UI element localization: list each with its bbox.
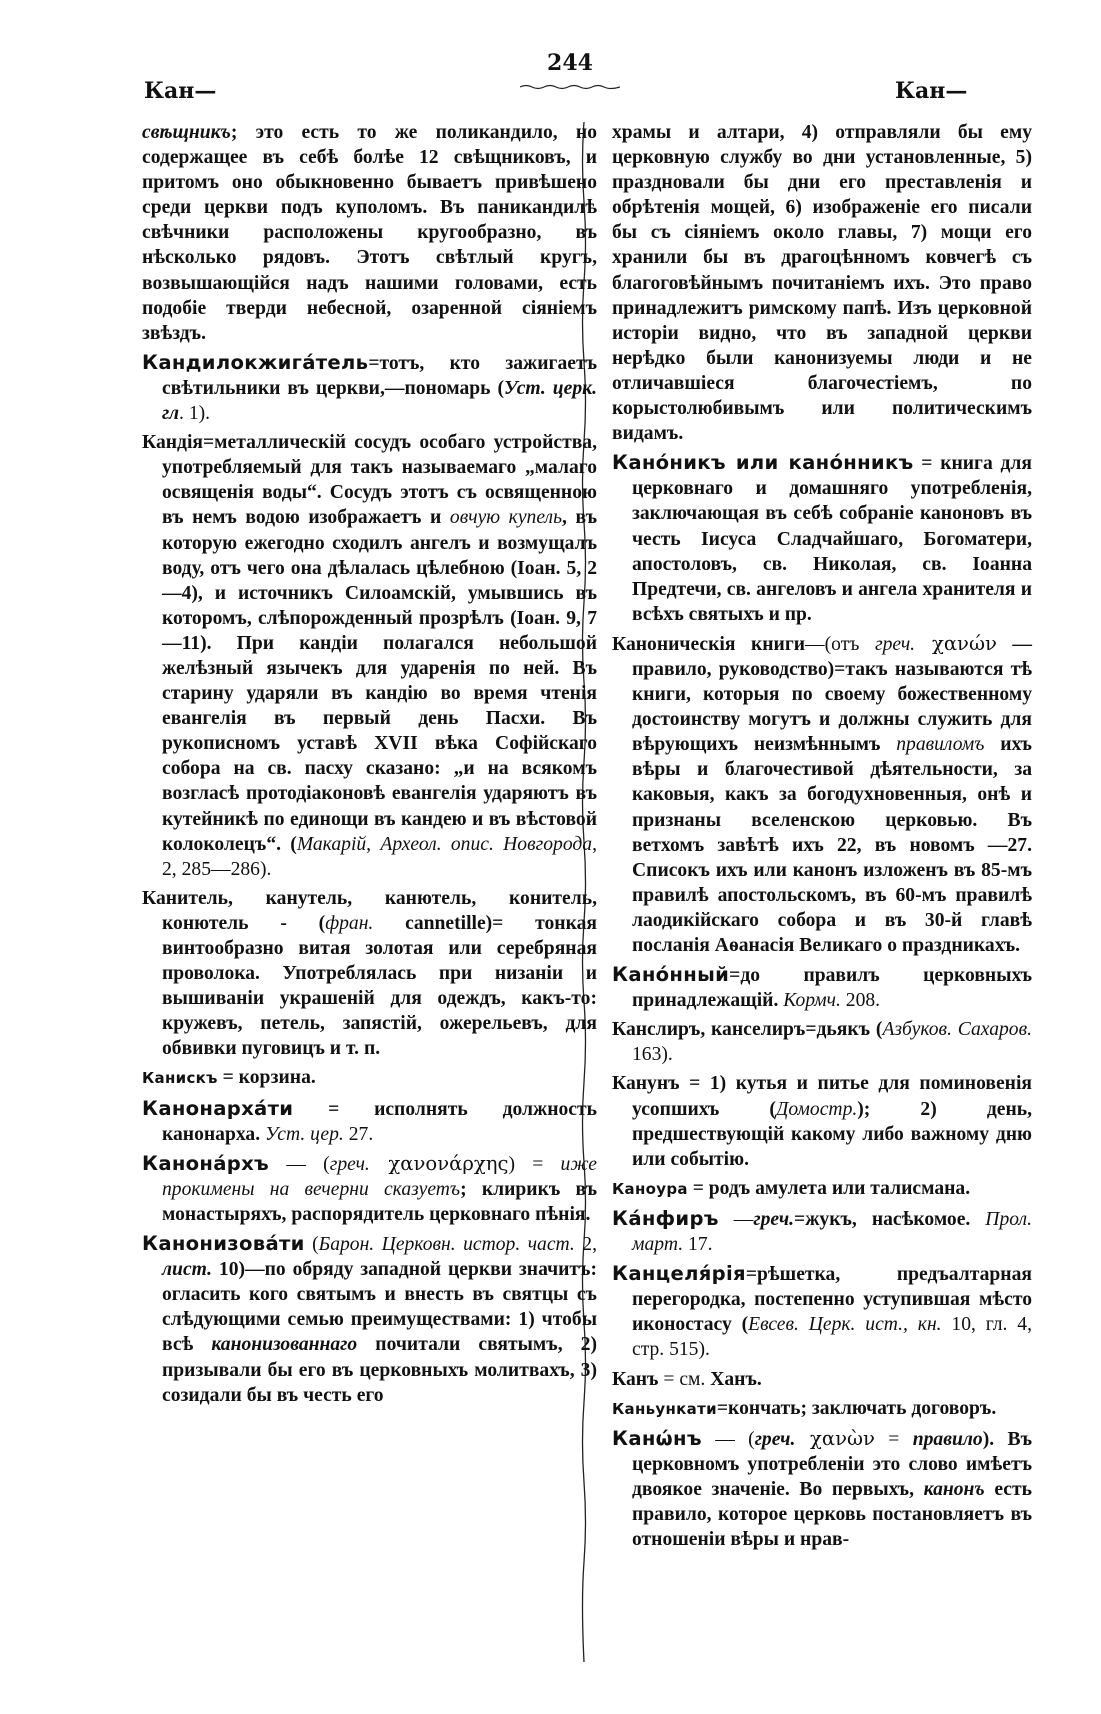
right-column [612,120,1032,1556]
entry-kanitel: Канитель, канутель, канютель, конитель, конютель - (фран. cannetille)= тонкая винтообразно витая золотая или серебряная проволока. Употреблялась при низанiи и вышиванiи украшенiй для одеждъ, какъ-то: кружевъ, петель, запястiй, ожерельевъ, для обвивки пуговицъ и т. п. [142,887,597,1060]
headword: Канона́рхъ [142,1151,270,1175]
entry-kanonizovati: Канонизова́ти (Барон. Церковн. истор. част. 2, лист. 10)—по обряду западной церкви значитъ: огласить кого святымъ и внесть въ святцы съ слѣдующими семью преимуществами: 1) чтобы всѣ канонизованнаго почитали святымъ, 2) призывали бы его въ церковныхъ молитвахъ, 3) созидали бы въ честь его [142,1232,597,1406]
entry-kanun: Канунъ = 1) кутья и питье для поминовенiя усопшихъ (Домостр.); 2) день, предшествующiй какому либо важному дню или событiю. [612,1073,1032,1170]
entry-kandilokzhigatel: Кандилокжига́тель=тотъ, кто зажигаетъ свѣтильники въ церкви,—пономарь (Уст. церк. гл. 1). [142,350,597,425]
headword: Канитель, канутель, канютель, конитель, конютель [142,887,597,934]
page-number: 244 [547,50,593,76]
entry-kanonicheskiya-knigi: Каноническiя книги—(отъ греч. χανών —правило, руководство)=такъ называются тѣ книги, которыя по своему божественному достоинству могутъ и должны служить для вѣрующихъ неизмѣннымъ правиломъ ихъ вѣры и благочестивой дѣятельности, за каковыя, какъ за богодухновенныя, онѣ и признаны вселенскою церковью. Въ ветхомъ завѣтѣ ихъ 22, въ новомъ —27. Списокъ ихъ или канонъ изложенъ въ 85-мъ правилѣ апостольскомъ, въ 60-мъ правилѣ лаодикiйскаго собора и въ 30-й главѣ посланiя Аѳанасiя Великаго о праздникахъ. [612,631,1032,956]
headword: Канслиръ, канселиръ [612,1019,806,1041]
headword: Канунъ [612,1073,680,1095]
headword: Каньункати [612,1399,717,1418]
headword: Кандiя [142,432,203,454]
running-head-right: Кан— [895,78,968,104]
entry-kanyunkati: Каньункати=кончать; заключать договоръ. [612,1397,997,1419]
entry-kanon: Канώнъ — (греч. χανὼν = правило). Въ церковномъ употребленiи это слово имѣетъ двоякое значенiе. Во первыхъ, канонъ есть правило, которое церковь постановляетъ въ отношенiи вѣры и нрав- [612,1426,1032,1551]
headword: Кано́нный [612,963,730,987]
entry-kanonarkhati: Канонарха́ти = исполнять должность канонарха. Уст. цер. 27. [142,1096,597,1145]
headword: Каноура [612,1179,688,1198]
headword: Каноническiя книги [612,633,806,655]
entry-kanisk: Канискъ = корзина. [142,1067,316,1089]
running-head-left: Кан— [144,78,217,104]
entry-kan: Канъ = см. Ханъ. [612,1368,762,1390]
headword: Ка́нфиръ [612,1206,719,1230]
entry-kantselyariya: Канцеля́рiя=рѣшетка, предъалтарная перегородка, постепенно уступившая мѣсто иконостасу (Евсев. Церк. ист., кн. 10, гл. 4, стр. 515). [612,1262,1032,1361]
page-number-underline [520,84,620,90]
cross-reference: Ханъ [710,1368,757,1390]
left-column [142,120,597,1412]
headword: Канонизова́ти [142,1232,305,1256]
headword: Кано́никъ или кано́нникъ [612,451,914,475]
entry-kanonarkh: Канона́рхъ — (греч. χανονάρχης) = иже прокимены на вечерни сказуетъ; клирикъ въ монастыряхъ, распорядитель церковнаго пѣнiя. [142,1151,598,1225]
headword: Канцеля́рiя [612,1262,746,1286]
headword: Канискъ [142,1069,218,1088]
headword: Канонарха́ти [142,1096,294,1120]
continued-entry: свѣщникъ; это есть то же поликандило, но содержащее въ себѣ болѣе 12 свѣщниковъ, и притомъ оно обыкновенно бываетъ привѣшено среди церкви подъ куполомъ. Въ паникандилѣ свѣчники расположены кругообразно, въ нѣсколько рядовъ. Этотъ свѣтлый кругъ, возвышающiйся надъ нашими головами, есть подобiе тверди небесной, озаренной сiянiемъ звѣздъ. [142,122,597,344]
entry-kanonik: Кано́никъ или кано́нникъ = книга для церковнаго и домашняго употребленiя, заключающая въ себѣ собранiе каноновъ въ честь Iисуса Сладчайшаго, Богоматери, апостоловъ, св. Николая, св. Iоанна Предтечи, св. ангеловъ и ангела хранителя и всѣхъ святыхъ и пр. [612,451,1032,625]
continued-entry: храмы и алтари, 4) отправляли бы ему церковную службу во дни установленные, 5) праздновали бы дни его преставленiя и обрѣтенiя мощей, 6) изображенiе его писали бы съ сiянiемъ около главы, 7) мощи его хранили бы въ драгоцѣнномъ ковчегѣ съ благоговѣйнымъ почитанiемъ ихъ. Это право принадлежитъ римскому папѣ. Изъ церковной исторiи видно, что въ западной церкви нерѣдко были канонизуемы люди и не отличавшiеся благочестiемъ, по корыстолюбивымъ или политическимъ видамъ. [612,122,1032,445]
entry-kansliр: Канслиръ, канселиръ=дьякъ (Азбуков. Сахаров. 163). [612,1019,1032,1066]
headword: Канъ [612,1368,659,1390]
headword: Канώнъ [612,1426,702,1450]
entry-kanoura: Каноура = родъ амулета или талисмана. [612,1177,971,1199]
entry-kanfir: Ка́нфиръ —греч.=жукъ, насѣкомое. Прол. март. 17. [612,1206,1032,1256]
headword: Кандилокжига́тель [142,350,369,374]
entry-kanonnyi: Кано́нный=до правилъ церковныхъ принадлежащiй. Кормч. 208. [612,963,1032,1012]
entry-kandiya: Кандiя=металлическiй сосудъ особаго устройства, употребляемый для такъ называемаго „малаго освященiя воды“. Сосудъ этотъ съ освященною въ немъ водою изображаетъ и овчую купель, въ которую ежегодно сходилъ ангелъ и возмущалъ воду, отъ чего она дѣлалась цѣлебною (Iоан. 5, 2—4), и источникъ Силоамскiй, умывшись въ которомъ, слѣпорожденный прозрѣлъ (Iоан. 9, 7—11). При кандiи полагался небольшой желѣзный язычекъ для ударенiя по ней. Въ старину ударяли въ кандiю во время чтенiя евангелiя въ первый день Пасхи. Въ рукописномъ уставѣ XVII вѣка Софiйскаго собора на св. пасху сказано: „и на всякомъ возгласѣ протодiаконовѣ евангелiя ударяютъ въ кутейникѣ по единощи въ кандею и въ вѣстовой колоколецъ“. (Макарiй, Археол. опис. Новгорода, 2, 285—286). [142,432,597,880]
